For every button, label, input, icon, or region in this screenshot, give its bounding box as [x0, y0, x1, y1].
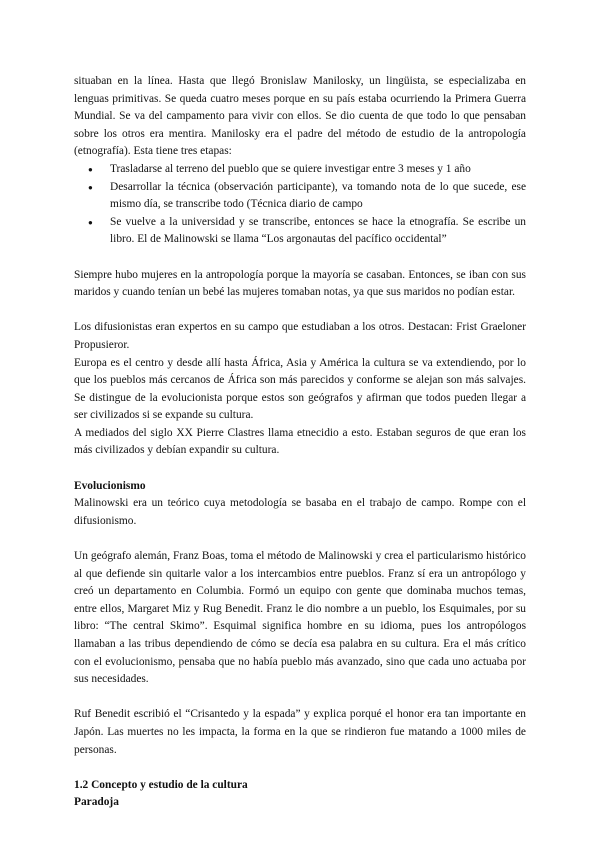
subheading-paradoja: Paradoja	[74, 796, 119, 809]
spacer	[74, 302, 526, 320]
heading-evolucionismo: Evolucionismo	[74, 479, 146, 492]
section-heading: 1.2 Concepto y estudio de la cultura	[74, 778, 248, 791]
paragraph-europa: Europa es el centro y desde allí hasta África, Asia y América la cultura se va extendiendo, por lo que los pueblos más cercanos de África son más parecidos y conforme se alejan son más salvajes. Se distingue de la evolucionista porque estos son geógrafos y afirman que todos pueden llegar a ser civilizados si se expande su cultura.	[74, 356, 526, 422]
list-item: ● Trasladarse al terreno del pueblo que se quiere investigar entre 3 meses y 1 año	[110, 161, 526, 179]
page-content	[74, 73, 526, 812]
paragraph-clastres: A mediados del siglo XX Pierre Clastres llama etnecidio a esto. Estaban seguros de que eran los más civilizados y debían expandir su cultura.	[74, 426, 526, 457]
list-item: ● Desarrollar la técnica (observación participante), va tomando nota de lo que sucede, ese mismo día, se transcribe todo (Técnica diario de campo	[110, 179, 526, 214]
paragraph-difusionistas: Los difusionistas eran expertos en su campo que estudiaban a los otros. Destacan: Frist Graeloner Propusieror.	[74, 321, 526, 351]
stages-list	[74, 161, 526, 249]
spacer	[74, 759, 526, 777]
paragraph-boas: Un geógrafo alemán, Franz Boas, toma el método de Malinowski y crea el particularismo histórico al que defiende sin quitarle valor a los intercambios entre pueblos. Franz sí era un antropólogo y creó un departamento en Columbia. Formó un equipo con gente que dominaba muchos temas, entre ellos, Margaret Miz y Rug Benedit. Franz le dio nombre a un pueblo, los Esquimales, por su libro: “The central Skimo”. Esquimal significa hombre en su idioma, pues los antropólogos llamaban a las tribus dependiendo de cómo se decía esa palabra en su cultura. Era el más crítico con el evolucionismo, pensaba que no había pueblo más avanzado, sino que cada uno actuaba por sus necesidades.	[74, 550, 526, 686]
paragraph-benedit: Ruf Benedit escribió el “Crisantedo y la espada” y explica porqué el honor era tan importante en Japón. Las muertes no les impacta, la forma en la que se rindieron fue matando a 1000 miles de personas.	[74, 708, 526, 756]
paragraph-malinowski-intro: situaban en la línea. Hasta que llegó Bronislaw Manilosky, un lingüista, se especializaba en lenguas primitivas. Se queda cuatro meses porque en su país estaba ocurriendo la Primera Guerra Mundial. Se va del campamento para vivir con ellos. Se dio cuenta de que todo lo que pensaban sobre los otros era mentira. Manilosky era el padre del método de estudio de la antropología (etnografía). Esta tiene tres etapas:	[74, 75, 526, 158]
paragraph-mujeres: Siempre hubo mujeres en la antropología porque la mayoría se casaban. Entonces, se iban con sus maridos y cuando tenían un bebé las mujeres tomaban notas, ya que sus maridos no podían estar.	[74, 268, 526, 299]
paragraph-malinowski-teorico: Malinowski era un teórico cuya metodología se basaba en el trabajo de campo. Rompe con el difusionismo.	[74, 497, 526, 527]
list-item: ● Se vuelve a la universidad y se transcribe, entonces se hace la etnografía. Se escribe un libro. El de Malinowski se llama “Los argonautas del pacífico occidental”	[110, 214, 526, 249]
spacer	[74, 460, 526, 478]
spacer	[74, 530, 526, 548]
spacer	[74, 249, 526, 267]
spacer	[74, 689, 526, 707]
